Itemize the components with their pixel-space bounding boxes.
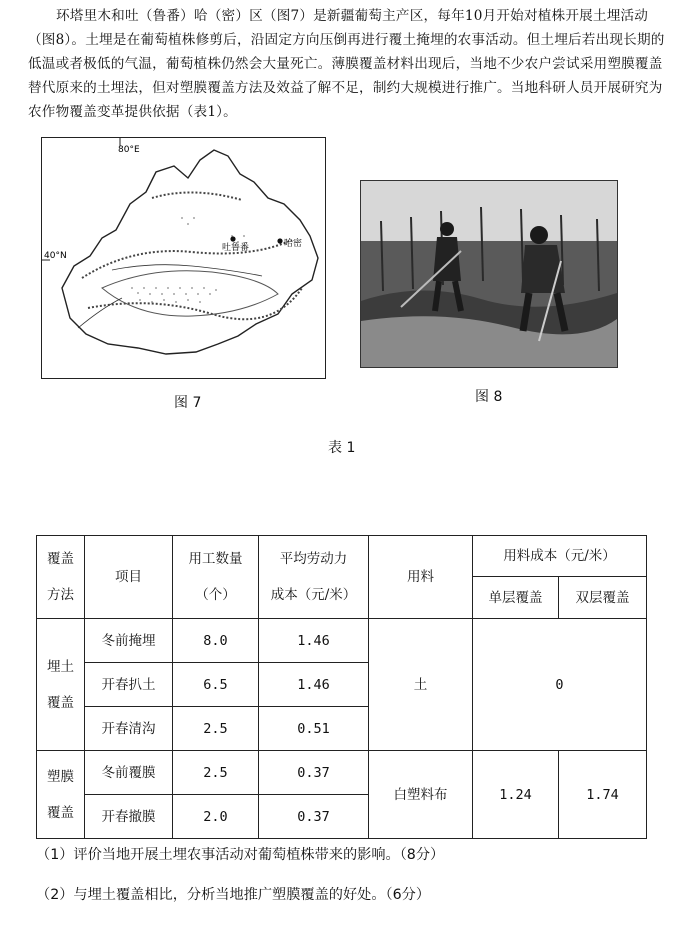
cell-workers: 8.0 (173, 619, 259, 663)
cell-item: 开春清沟 (85, 707, 173, 751)
map-place-hami: 哈密 (284, 239, 303, 249)
map-lon-label: 80°E (118, 145, 140, 155)
header-item: 项目 (85, 536, 173, 619)
data-table (36, 535, 647, 839)
intro-paragraph (28, 4, 673, 124)
cell-item: 开春撤膜 (85, 795, 173, 839)
cell-workers: 2.0 (173, 795, 259, 839)
header-material: 用料 (369, 536, 473, 619)
figure7-map (41, 137, 326, 379)
map-drawing (42, 138, 325, 378)
cell-item: 开春扒土 (85, 663, 173, 707)
map-lat-label: 40°N (44, 251, 67, 261)
cell-workers: 2.5 (173, 751, 259, 795)
table-caption: 表 1 (328, 440, 356, 456)
figure7-caption: 图 7 (174, 395, 202, 411)
cell-labor-cost: 0.37 (259, 751, 369, 795)
header-labor-cost: 平均劳动力 成本（元/米） (259, 536, 369, 619)
group-film-material: 白塑料布 (369, 751, 473, 839)
cell-labor-cost: 1.46 (259, 663, 369, 707)
cell-workers: 2.5 (173, 707, 259, 751)
header-double-layer: 双层覆盖 (559, 577, 647, 619)
figure8-photo (360, 180, 618, 368)
group-film-single-cost: 1.24 (473, 751, 559, 839)
cell-item: 冬前覆膜 (85, 751, 173, 795)
header-method: 覆盖 方法 (37, 536, 85, 619)
cell-labor-cost: 0.51 (259, 707, 369, 751)
group-soil-name: 埋土 覆盖 (37, 619, 85, 751)
header-material-cost: 用料成本（元/米） (473, 536, 647, 577)
group-soil-material: 土 (369, 619, 473, 751)
cell-labor-cost: 0.37 (259, 795, 369, 839)
cell-item: 冬前掩埋 (85, 619, 173, 663)
question-1: （1）评价当地开展土埋农事活动对葡萄植株带来的影响。（8分） (36, 847, 445, 863)
group-soil-cost: 0 (473, 619, 647, 751)
cell-labor-cost: 1.46 (259, 619, 369, 663)
group-film-name: 塑膜 覆盖 (37, 751, 85, 839)
header-workers: 用工数量 （个） (173, 536, 259, 619)
header-single-layer: 单层覆盖 (473, 577, 559, 619)
table-row (37, 619, 647, 663)
photo-drawing (361, 181, 617, 367)
map-place-turpan: 吐鲁番 (222, 243, 250, 253)
intro-text: 环塔里木和吐（鲁番）哈（密）区（图7）是新疆葡萄主产区，每年10月开始对植株开展土埋活动（图8）。土埋是在葡萄植株修剪后，沿固定方向压倒再进行覆土掩埋的农事活动。但土埋后若出现长期的低温或者极低的气温，葡萄植株仍然会大量死亡。薄膜覆盖材料出现后，当地不少农户尝试采用塑膜覆盖替代原来的土埋法，但对塑膜覆盖方法及效益了解不足，制约大规模进行推广。当地科研人员开展研究为农作物覆盖变革提供依据（表1）。 (28, 8, 665, 120)
table-row (37, 751, 647, 795)
question-2: （2）与埋土覆盖相比，分析当地推广塑膜覆盖的好处。（6分） (36, 887, 431, 903)
group-film-double-cost: 1.74 (559, 751, 647, 839)
cell-workers: 6.5 (173, 663, 259, 707)
figure8-caption: 图 8 (475, 389, 503, 405)
